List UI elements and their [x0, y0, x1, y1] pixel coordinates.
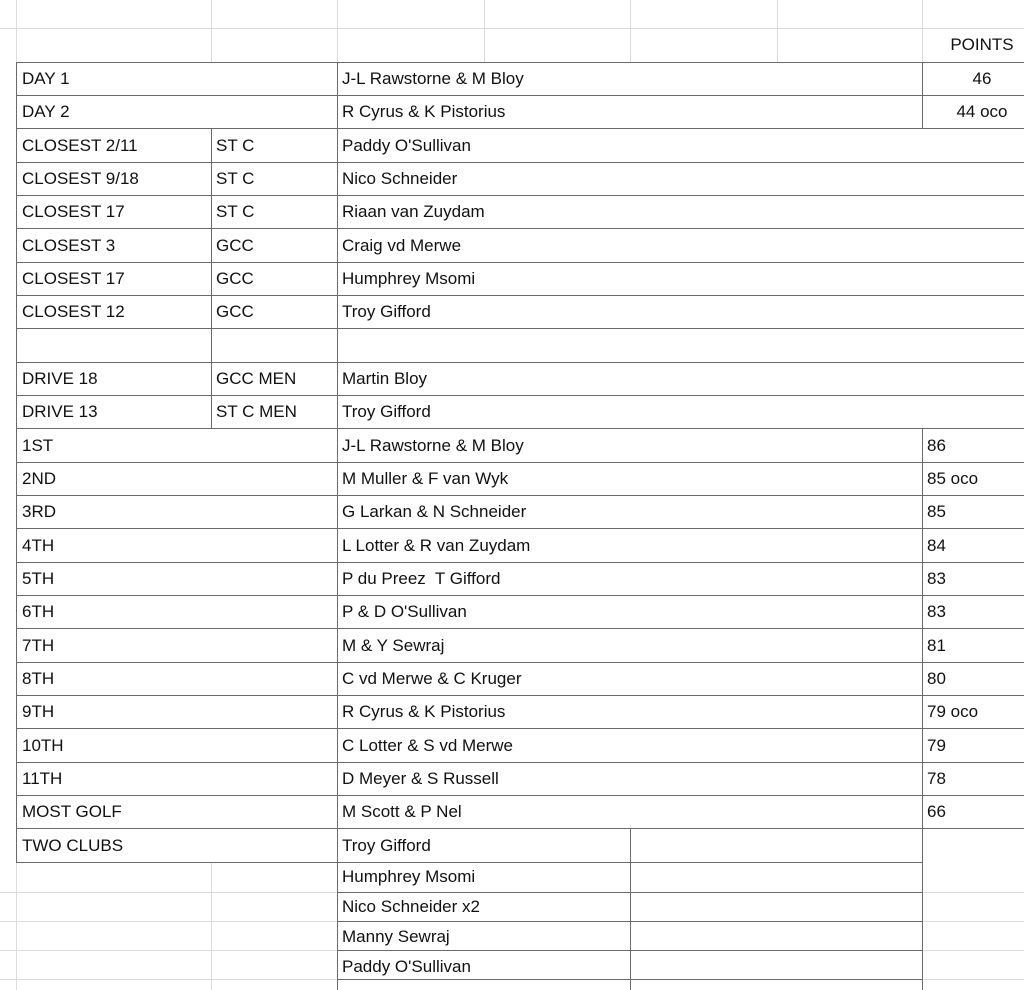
closest-winner: Humphrey Msomi — [342, 269, 476, 288]
day-team: J-L Rawstorne & M Bloy — [342, 69, 524, 88]
closest-winner: Troy Gifford — [342, 302, 431, 321]
place-points: 79 oco — [927, 702, 979, 721]
closest-label: CLOSEST 2/11 — [22, 136, 138, 155]
two-clubs-winner: Humphrey Msomi — [342, 867, 476, 886]
day-points: 44 oco — [956, 102, 1008, 121]
drive-course: GCC MEN — [216, 369, 297, 388]
drive-label: DRIVE 13 — [22, 402, 98, 421]
place-points: 85 — [927, 502, 946, 521]
two-clubs-winner: Nico Schneider x2 — [342, 897, 480, 916]
closest-label: CLOSEST 9/18 — [22, 169, 139, 188]
place-label: 3RD — [22, 502, 57, 521]
day-label: DAY 2 — [22, 102, 70, 121]
place-team: M Muller & F van Wyk — [342, 469, 509, 488]
place-team: M & Y Sewraj — [342, 636, 445, 655]
closest-course: GCC — [216, 269, 254, 288]
closest-course: ST C — [216, 169, 255, 188]
closest-label: CLOSEST 17 — [22, 269, 125, 288]
closest-winner: Paddy O'Sullivan — [342, 136, 471, 155]
day-team: R Cyrus & K Pistorius — [342, 102, 506, 121]
place-team: P du Preez T Gifford — [342, 569, 501, 588]
place-points: 83 — [927, 602, 946, 621]
two-clubs-winner: Paddy O'Sullivan — [342, 957, 471, 976]
place-label: 2ND — [22, 469, 57, 488]
points-header: POINTS — [950, 35, 1014, 54]
closest-winner: Craig vd Merwe — [342, 236, 462, 255]
place-points: 83 — [927, 569, 946, 588]
place-team: M Scott & P Nel — [342, 802, 462, 821]
closest-winner: Nico Schneider — [342, 169, 458, 188]
place-team: C vd Merwe & C Kruger — [342, 669, 522, 688]
place-label: 7TH — [22, 636, 55, 655]
drive-course: ST C MEN — [216, 402, 297, 421]
drive-winner: Troy Gifford — [342, 402, 431, 421]
place-label: 9TH — [22, 702, 55, 721]
place-team: L Lotter & R van Zuydam — [342, 536, 531, 555]
place-label: 5TH — [22, 569, 55, 588]
place-team: D Meyer & S Russell — [342, 769, 499, 788]
day-points: 46 — [972, 69, 992, 88]
place-points: 78 — [927, 769, 946, 788]
place-label: 8TH — [22, 669, 55, 688]
drive-label: DRIVE 18 — [22, 369, 98, 388]
place-points: 86 — [927, 436, 946, 455]
two-clubs-label: TWO CLUBS — [22, 836, 124, 855]
place-points: 79 — [927, 736, 946, 755]
place-label: MOST GOLF — [22, 802, 122, 821]
place-points: 66 — [927, 802, 946, 821]
closest-course: GCC — [216, 302, 254, 321]
place-label: 6TH — [22, 602, 55, 621]
two-clubs-winner: Troy Gifford — [342, 836, 431, 855]
place-label: 11TH — [22, 769, 63, 788]
place-label: 4TH — [22, 536, 55, 555]
place-points: 81 — [927, 636, 946, 655]
place-points: 84 — [927, 536, 946, 555]
place-label: 1ST — [22, 436, 54, 455]
closest-course: GCC — [216, 236, 254, 255]
day-label: DAY 1 — [22, 69, 70, 88]
place-label: 10TH — [22, 736, 64, 755]
closest-course: ST C — [216, 202, 255, 221]
place-points: 80 — [927, 669, 946, 688]
place-team: R Cyrus & K Pistorius — [342, 702, 506, 721]
place-team: P & D O'Sullivan — [342, 602, 467, 621]
closest-label: CLOSEST 17 — [22, 202, 125, 221]
closest-course: ST C — [216, 136, 255, 155]
place-team: G Larkan & N Schneider — [342, 502, 527, 521]
drive-winner: Martin Bloy — [342, 369, 428, 388]
two-clubs-winner: Manny Sewraj — [342, 927, 450, 946]
place-team: C Lotter & S vd Merwe — [342, 736, 514, 755]
closest-winner: Riaan van Zuydam — [342, 202, 485, 221]
closest-label: CLOSEST 12 — [22, 302, 125, 321]
place-points: 85 oco — [927, 469, 979, 488]
place-team: J-L Rawstorne & M Bloy — [342, 436, 524, 455]
closest-label: CLOSEST 3 — [22, 236, 116, 255]
